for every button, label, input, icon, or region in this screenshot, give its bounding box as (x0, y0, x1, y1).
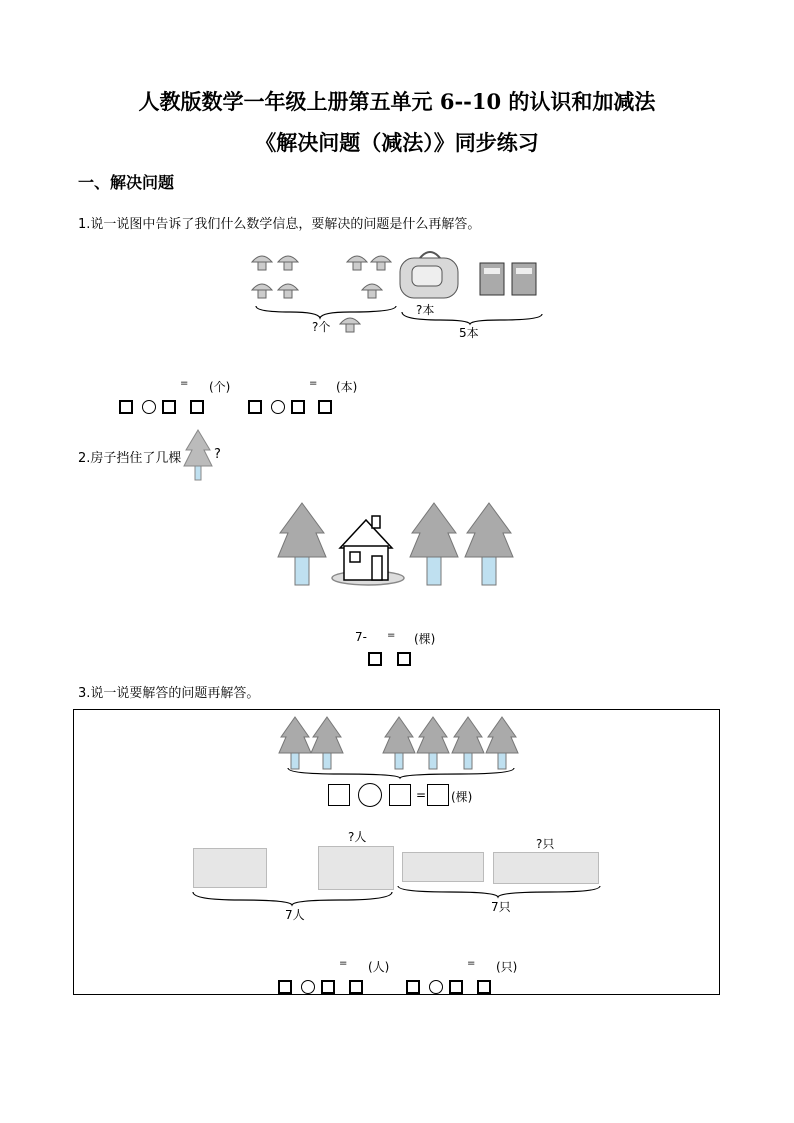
answer-box[interactable] (389, 784, 411, 806)
title-line-2: 《解决问题（减法）》同步练习 (255, 130, 539, 155)
q3-eq2-unit: (只) (496, 960, 518, 974)
operator-circle[interactable] (271, 400, 285, 414)
question-2-mark: ? (214, 447, 221, 462)
answer-box[interactable] (190, 400, 204, 414)
q2-eq-unit: (棵) (414, 632, 436, 646)
title-line-1: 人教版数学一年级上册第五单元 6--10 的认识和加减法 (138, 89, 656, 114)
q3-eq2-equals: = (467, 958, 476, 969)
answer-box[interactable] (449, 980, 463, 994)
question-3-text: 3.说一说要解答的问题再解答。 (78, 686, 260, 701)
answer-box[interactable] (349, 980, 363, 994)
answer-box[interactable] (248, 400, 262, 414)
people-question-label: ?人 (348, 830, 367, 844)
tree-eq-equals: = (416, 788, 427, 802)
left-group-label: ?个 (312, 320, 331, 334)
answer-box[interactable] (328, 784, 350, 806)
answer-box[interactable] (427, 784, 449, 806)
answer-box[interactable] (318, 400, 332, 414)
answer-box[interactable] (278, 980, 292, 994)
answer-box[interactable] (162, 400, 176, 414)
total-books-label: 5本 (459, 326, 479, 340)
q3-braces (0, 0, 1, 1)
operator-circle[interactable] (142, 400, 156, 414)
q1-eq2-equals: = (309, 378, 318, 389)
q1-eq2-unit: (本) (336, 380, 358, 394)
boat-photo-right (318, 846, 394, 890)
answer-box[interactable] (291, 400, 305, 414)
operator-circle[interactable] (301, 980, 315, 994)
answer-box[interactable] (397, 652, 411, 666)
q3-eq1-equals: = (339, 958, 348, 969)
question-2-text: 2.房子挡住了几棵 (78, 451, 182, 466)
q3-eq1-unit: (人) (368, 960, 390, 974)
q2-eq-prefix: 7- (355, 630, 367, 644)
ducks-question-label: ?只 (536, 837, 555, 851)
boat-photo-left (193, 848, 267, 888)
operator-circle[interactable] (429, 980, 443, 994)
answer-box[interactable] (406, 980, 420, 994)
q1-eq1-equals: = (180, 378, 189, 389)
answer-box[interactable] (477, 980, 491, 994)
q1-eq1-unit: (个) (209, 380, 231, 394)
operator-circle[interactable] (358, 783, 382, 807)
tree-eq-unit: (棵) (451, 790, 473, 804)
duck-photo-left (402, 852, 484, 882)
section-heading: 一、解决问题 (78, 173, 175, 192)
people-total-label: 7人 (285, 908, 305, 922)
answer-box[interactable] (119, 400, 133, 414)
ducks-total-label: 7只 (491, 900, 511, 914)
question-1-text: 1.说一说图中告诉了我们什么数学信息，要解决的问题是什么再解答。 (78, 217, 481, 232)
answer-box[interactable] (321, 980, 335, 994)
bag-books-label: ?本 (416, 303, 435, 317)
duck-photo-right (493, 852, 599, 884)
answer-box[interactable] (368, 652, 382, 666)
q2-eq-equals: = (387, 630, 396, 641)
